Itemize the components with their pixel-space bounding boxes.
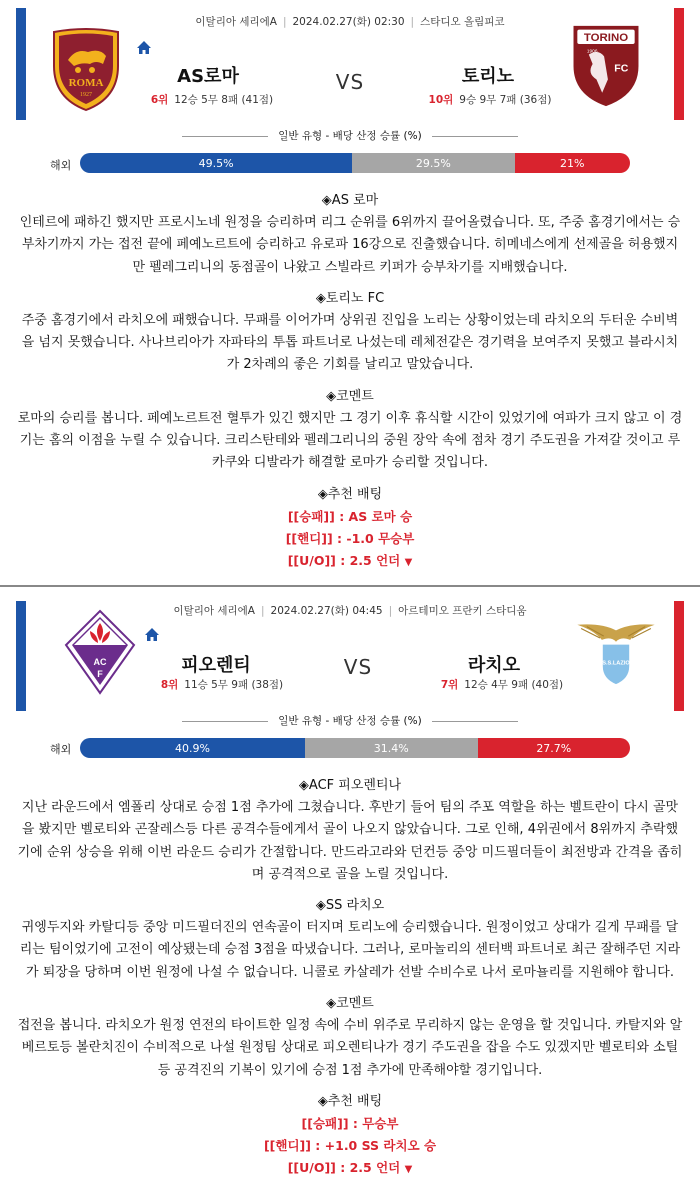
section-text-comment: 로마의 승리를 봅니다. 페예노르트전 혈투가 있긴 했지만 그 경기 이후 휴식할 시간이 있었기에 여파가 크지 않고 이 경기는 홈의 이점을 누릴 수 있습니다. 크리스탄테와 펠레그리니의 중원 장악 속에 점차 경기 주도권을 가져갈 것이고 루카쿠와 디발라가 해결할 로마가 승리할 것입니다. <box>17 410 683 471</box>
away-rank: 7위 <box>440 679 459 691</box>
league-name: 이탈리아 세리에A <box>195 16 277 28</box>
home-win-rate: 49.5% <box>80 153 352 173</box>
section-text-home: 지난 라운드에서 엠폴리 상대로 승점 1점 추가에 그쳤습니다. 후반기 들어 팀의 주포 역할을 하는 벨트란이 다시 골맛을 봤지만 벨로티와 곤잘레스등 다른 공격수들에게서 골이 나오지 않았습니다. 그로 인해, 4위권에서 8위까지 추락했기에 순위 상승을 위해 이번 라운드 승리가 간절합니다. 만드라고라와 던컨등 중앙 미드필더들이 최전방과 간격을 좁히며 공격적으로 골을 노릴 것입니다. <box>17 800 683 882</box>
draw-rate: 31.4% <box>305 738 478 758</box>
section-title-away: ◈토리노 FC <box>315 290 385 306</box>
home-team-record <box>112 92 312 107</box>
home-rank: 8위 <box>160 679 179 691</box>
match-datetime: 2024.02.27(화) 02:30 <box>292 16 405 28</box>
away-team-record <box>402 677 602 692</box>
home-team-name[interactable]: AS로마 <box>177 66 239 87</box>
home-team-name[interactable]: 피오렌티 <box>181 655 251 676</box>
down-arrow-icon: ▼ <box>404 556 413 568</box>
svg-text:TORINO: TORINO <box>583 32 629 45</box>
vs-label: VS <box>335 70 365 94</box>
away-win-rate: 27.7% <box>478 738 630 758</box>
venue-name: 스타디오 올림피코 <box>420 16 505 28</box>
bet-overunder-line: [[U/O]] : 2.5 언더 ▼ <box>287 1159 413 1175</box>
home-icon <box>136 40 152 56</box>
svg-text:1906: 1906 <box>586 49 598 55</box>
win-rate-bar <box>80 738 630 758</box>
recommended-bet-title: ◈추천 배팅 <box>317 1093 383 1109</box>
home-team-record <box>122 677 322 692</box>
vs-label: VS <box>343 655 373 679</box>
away-team-name[interactable]: 라치오 <box>467 655 521 676</box>
down-arrow-icon: ▼ <box>404 1163 413 1175</box>
venue-name: 아르테미오 프란키 스타디움 <box>398 605 527 617</box>
win-rate-source-label: 해외 <box>50 743 72 756</box>
home-icon <box>144 627 160 643</box>
home-win-rate: 40.9% <box>80 738 305 758</box>
svg-text:S.S.LAZIO: S.S.LAZIO <box>602 660 630 667</box>
section-title-comment: ◈코멘트 <box>326 996 374 1012</box>
match-card-fiorentina-lazio <box>0 586 700 1202</box>
recommended-bet-title: ◈추천 배팅 <box>317 486 383 502</box>
bet-handicap-line: [[핸디]] : +1.0 SS 라치오 승 <box>263 1137 437 1153</box>
section-title-home: ◈AS 로마 <box>321 193 379 208</box>
section-title-comment: ◈코멘트 <box>326 388 374 404</box>
away-record-text: 12승 4무 9패 (40점) <box>464 679 564 691</box>
league-name: 이탈리아 세리에A <box>173 605 255 617</box>
win-rate-bar <box>80 153 630 173</box>
bet-result-line: [[승패]] : 무승부 <box>301 1115 399 1131</box>
svg-text:F: F <box>97 669 103 679</box>
section-text-away: 귀엥두지와 카탈디등 중앙 미드필더진의 연속골이 터지며 토리노에 승리했습니다. 원정이었고 상대가 길게 무패를 달리는 팀이었기에 고전이 예상됐는데 승점 3점을 따냈습니다. 그러나, 로마놀리의 센터백 파트너로 최근 잘해주던 지라가 퇴장을 당하며 이번 원정에 나설 수 없습니다. 니콜로 카살레가 선발 수비수로 나서 로마뇰리를 지원해야 합니다. <box>19 920 681 980</box>
svg-text:FC: FC <box>614 62 629 75</box>
section-text-comment: 접전을 봅니다. 라치오가 원정 연전의 타이트한 일정 속에 수비 위주로 무리하지 않는 운영을 할 것입니다. 카탈지와 알베르토등 볼란치진이 수비적으로 나설 원정팀 상대로 피오렌티나가 경기 주도권을 잡을 수도 있겠지만 벨로티와 소틸등 공격진의 기복이 있기에 승점 1점 추가에 만족해야할 경기입니다. <box>17 1018 683 1078</box>
bet-overunder-line: [[U/O]] : 2.5 언더 ▼ <box>287 552 413 568</box>
win-rate-title: 일반 유형 - 배당 산정 승률 (%) <box>0 713 700 728</box>
section-title-home: ◈ACF 피오렌티나 <box>298 778 402 793</box>
draw-rate: 29.5% <box>352 153 514 173</box>
section-text-away: 주중 홈경기에서 라치오에 패했습니다. 무패를 이어가며 상위권 진입을 노리는 상황이었는데 라치오의 두터운 수비벽을 넘지 못했습니다. 사나브리아가 자파타의 투톱 파트너로 나섰는데 레체전같은 경기력을 보여주지 못했고 블라시치가 2차례의 좋은 기회를 날리고 말았습니다. <box>21 312 679 373</box>
home-rank: 6위 <box>150 94 169 106</box>
bet-handicap-line: [[핸디]] : -1.0 무승부 <box>285 530 415 546</box>
home-record-text: 11승 5무 9패 (38점) <box>184 679 284 691</box>
match-meta: 이탈리아 세리에A | 2024.02.27(화) 04:45 | 아르테미오 프란키 스타디움 <box>173 605 527 617</box>
match-card-roma-torino <box>0 0 700 586</box>
analysis-content <box>16 190 684 574</box>
match-datetime: 2024.02.27(화) 04:45 <box>270 605 383 617</box>
analysis-content <box>16 775 684 1181</box>
section-title-away: ◈SS 라치오 <box>315 898 385 914</box>
away-team-record <box>390 92 590 107</box>
match-meta: 이탈리아 세리에A | 2024.02.27(화) 02:30 | 스타디오 올림피코 <box>195 16 505 28</box>
away-team-name[interactable]: 토리노 <box>461 66 515 87</box>
home-record-text: 12승 5무 8패 (41점) <box>174 94 274 106</box>
svg-text:1927: 1927 <box>80 92 92 98</box>
away-win-rate: 21% <box>515 153 631 173</box>
bet-result-line: [[승패]] : AS 로마 승 <box>287 508 413 524</box>
svg-text:ROMA: ROMA <box>68 77 104 89</box>
svg-text:AC: AC <box>93 657 107 667</box>
away-record-text: 9승 9무 7패 (36점) <box>459 94 552 106</box>
win-rate-source-label: 해외 <box>50 159 72 172</box>
section-text-home: 인테르에 패하긴 했지만 프로시노네 원정을 승리하며 리그 순위를 6위까지 끌어올렸습니다. 또, 주중 홈경기에서는 승부차기까지 가는 접전 끝에 페예노르트에 승리하고 유로파 16강으로 진출했습니다. 히메네스에게 선제골을 허용했지만 펠레그리니의 동점골이 나왔고 스빌라르 키퍼가 승부차기를 지배했습니다. <box>19 215 681 275</box>
away-rank: 10위 <box>428 94 454 106</box>
win-rate-title: 일반 유형 - 배당 산정 승률 (%) <box>0 128 700 143</box>
